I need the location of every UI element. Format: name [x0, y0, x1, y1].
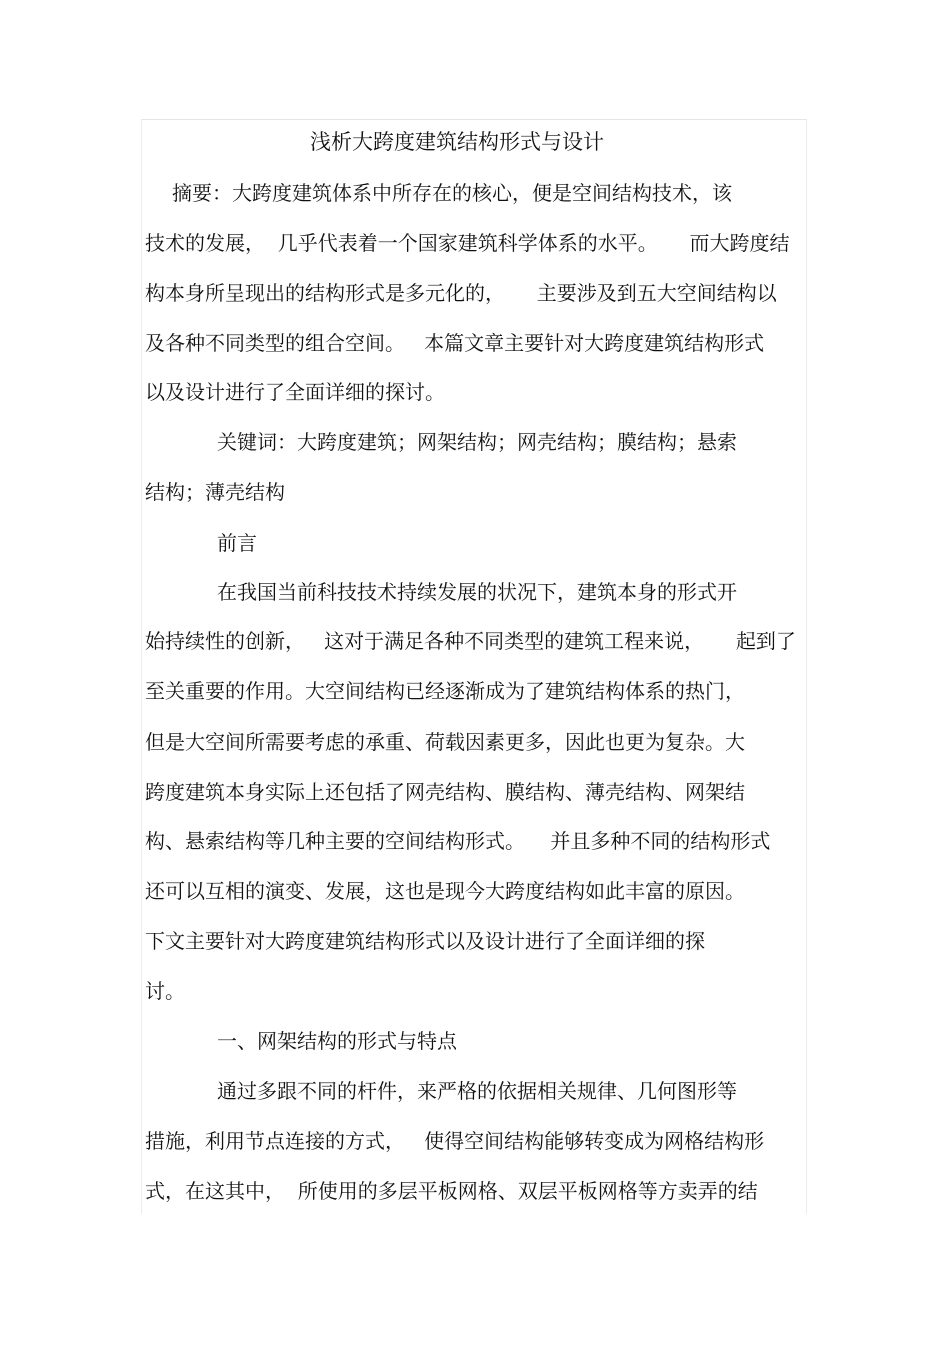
abstract-line: 摘要：大跨度建筑体系中所存在的核心，便是空间结构技术，该 [172, 181, 732, 205]
document-title: 浅析大跨度建筑结构形式与设计 [310, 130, 604, 154]
abstract-line: 技术的发展， 几乎代表着一个国家建筑科学体系的水平。 而大跨度结 [145, 231, 790, 255]
abstract-line: 构本身所呈现出的结构形式是多元化的， 主要涉及到五大空间结构以 [145, 281, 777, 305]
preface-line: 讨。 [145, 979, 185, 1003]
preface-line: 但是大空间所需要考虑的承重、荷载因素更多，因此也更为复杂。大 [145, 730, 745, 754]
abstract-line: 及各种不同类型的组合空间。 本篇文章主要针对大跨度建筑结构形式 [145, 331, 765, 355]
preface-line: 下文主要针对大跨度建筑结构形式以及设计进行了全面详细的探 [145, 929, 705, 953]
preface-heading: 前言 [217, 531, 257, 555]
section-line: 通过多跟不同的杆件，来严格的依据相关规律、几何图形等 [217, 1079, 737, 1103]
preface-line: 至关重要的作用。大空间结构已经逐渐成为了建筑结构体系的热门， [145, 679, 745, 703]
abstract-line: 以及设计进行了全面详细的探讨。 [145, 380, 445, 404]
preface-line: 始持续性的创新， 这对于满足各种不同类型的建筑工程来说， 起到了 [145, 629, 796, 653]
preface-line: 在我国当前科技技术持续发展的状况下，建筑本身的形式开 [217, 580, 737, 604]
keywords-line: 结构；薄壳结构 [145, 480, 285, 504]
section-line: 式，在这其中， 所使用的多层平板网格、双层平板网格等方卖弄的结 [145, 1179, 758, 1203]
preface-line: 构、悬索结构等几种主要的空间结构形式。 并且多种不同的结构形式 [145, 829, 771, 853]
section-line: 措施，利用节点连接的方式， 使得空间结构能够转变成为网格结构形 [145, 1129, 765, 1153]
preface-line: 还可以互相的演变、发展，这也是现今大跨度结构如此丰富的原因。 [145, 879, 745, 903]
keywords-line: 关键词：大跨度建筑；网架结构；网壳结构；膜结构；悬索 [217, 430, 737, 454]
section-heading: 一、网架结构的形式与特点 [217, 1029, 457, 1053]
preface-line: 跨度建筑本身实际上还包括了网壳结构、膜结构、薄壳结构、网架结 [145, 780, 745, 804]
